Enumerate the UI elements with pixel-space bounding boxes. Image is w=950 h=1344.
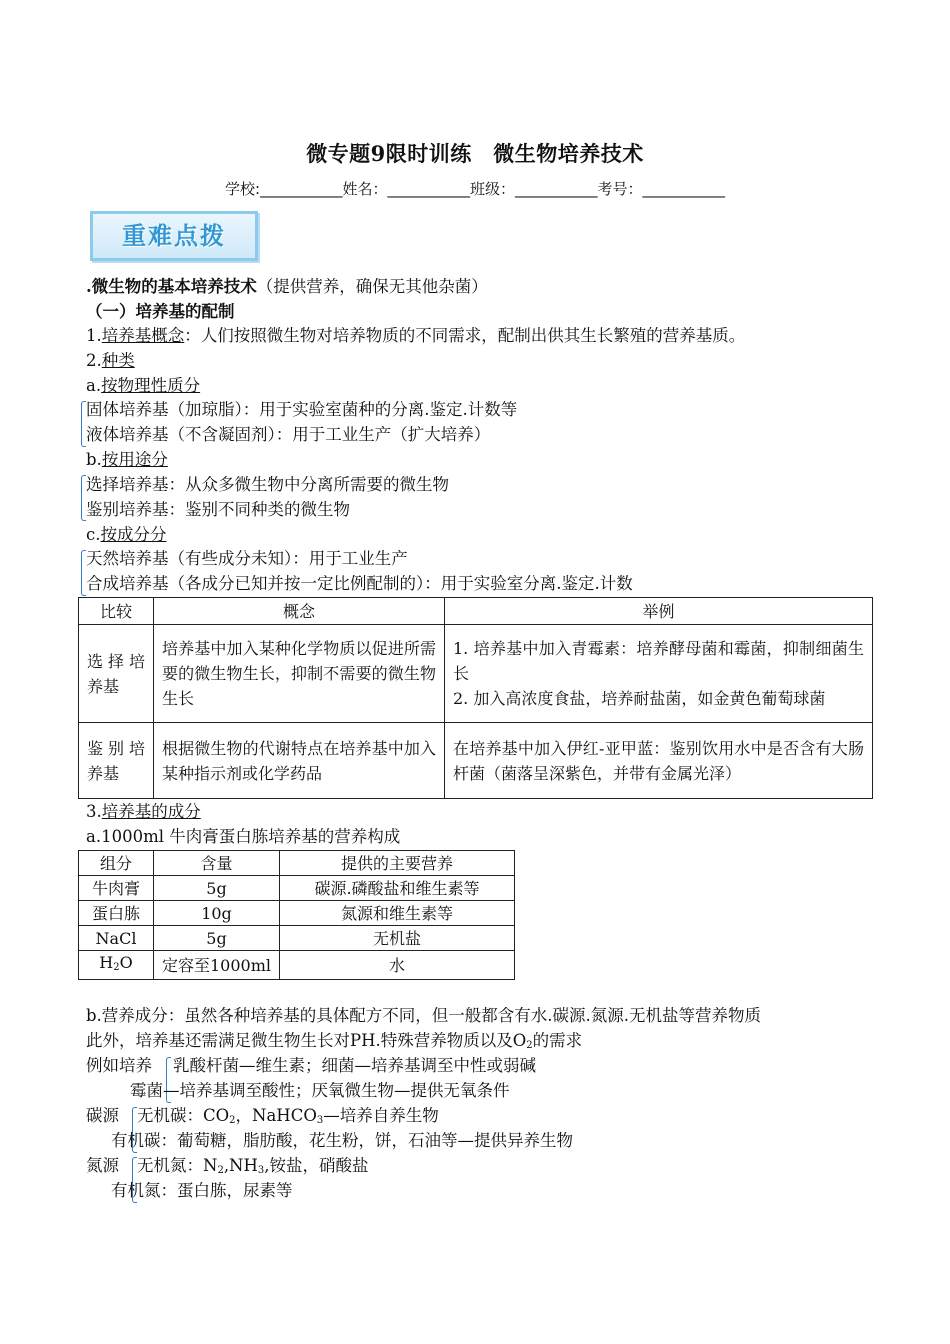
item-1-line: 1.培养基概念：人们按照微生物对培养物质的不同需求，配制出供其生长繁殖的营养基质。	[86, 326, 746, 345]
item-3-line: 3.培养基的成分	[86, 802, 201, 821]
table-cell: 定容至1000ml	[154, 951, 280, 980]
table-row	[79, 625, 873, 723]
table-header-cell: 含量	[154, 851, 280, 876]
table-row	[79, 901, 515, 926]
item-a-line-2: 液体培养基（不含凝固剂）：用于工业生产（扩大培养）	[86, 425, 491, 444]
item-b-line-1: 选择培养基：从众多微生物中分离所需要的微生物	[86, 475, 449, 494]
table-cell: 氮源和维生素等	[280, 901, 515, 926]
table-cell: 1. 培养基中加入青霉素：培养酵母菌和霉菌，抑制细菌生长 2. 加入高浓度食盐，培养耐盐菌，如金黄色葡萄球菌	[445, 625, 873, 723]
item-b-line-2: 鉴别培养基：鉴别不同种类的微生物	[86, 500, 350, 519]
table-cell: 鉴别培养基	[79, 723, 154, 799]
table-header-cell: 举例	[445, 598, 873, 625]
table-cell: 5g	[154, 926, 280, 951]
table-cell: 牛肉膏	[79, 876, 154, 901]
table-header-cell: 比较	[79, 598, 154, 625]
item-2-line: 2.种类	[86, 351, 135, 370]
nitrogen-line-1: 无机氮：$N_2,NH_3$,铵盐，硝酸盐	[137, 1156, 369, 1176]
table-header-row	[79, 598, 873, 625]
table-cell: 5g	[154, 876, 280, 901]
table-cell: 蛋白胨	[79, 901, 154, 926]
table-header-cell: 提供的主要营养	[280, 851, 515, 876]
table-cell: $H_2O$	[79, 951, 154, 980]
item-a-line-1: 固体培养基（加琼脂）：用于实验室菌种的分离.鉴定.计数等	[86, 400, 518, 419]
nitrogen-label: 氮源	[86, 1156, 119, 1175]
table-row	[79, 926, 515, 951]
nutrient-table	[78, 850, 515, 980]
example-line-1: 乳酸杆菌—维生素；细菌—培养基调至中性或弱碱	[173, 1056, 536, 1075]
subsection-heading: （一）培养基的配制	[86, 302, 235, 321]
item-b-heading: b.按用途分	[86, 450, 168, 469]
comparison-table	[78, 597, 873, 799]
nitrogen-line-2: 有机氮：蛋白胨，尿素等	[111, 1181, 293, 1200]
table-cell: 培养基中加入某种化学物质以促进所需要的微生物生长，抑制不需要的微生物生长	[154, 625, 445, 723]
section-heading-line: .微生物的基本培养技术（提供营养，确保无其他杂菌）	[86, 277, 488, 296]
carbon-line-1: 无机碳：$CO_2$，NaHCO$_3$—培养自养生物	[137, 1106, 439, 1126]
table-header-row	[79, 851, 515, 876]
item-c-line-1: 天然培养基（有些成分未知）：用于工业生产	[86, 549, 408, 568]
example-line-2: 霉菌—培养基调至酸性；厌氧微生物—提供无氧条件	[130, 1081, 510, 1100]
table-cell: 选择培养基	[79, 625, 154, 723]
carbon-label: 碳源	[86, 1106, 119, 1125]
item-3b-line-2: 此外，培养基还需满足微生物生长对PH.特殊营养物质以及$O_2$的需求	[86, 1031, 583, 1051]
page-title: 微专题9限时训练 微生物培养技术	[306, 141, 644, 166]
table-cell: 在培养基中加入伊红-亚甲蓝：鉴别饮用水中是否含有大肠杆菌（菌落呈深紫色，并带有金属光泽）	[445, 723, 873, 799]
table-cell: 根据微生物的代谢特点在培养基中加入某种指示剂或化学药品	[154, 723, 445, 799]
table-cell: 10g	[154, 901, 280, 926]
item-3a-line: a.1000ml 牛肉膏蛋白胨培养基的营养构成	[86, 827, 401, 846]
table-cell: 碳源.磷酸盐和维生素等	[280, 876, 515, 901]
item-a-heading: a.按物理性质分	[86, 376, 201, 395]
item-c-line-2: 合成培养基（各成分已知并按一定比例配制的）：用于实验室分离.鉴定.计数	[86, 574, 633, 593]
table-cell: 水	[280, 951, 515, 980]
table-row	[79, 723, 873, 799]
item-3b-line-1: b.营养成分：虽然各种培养基的具体配方不同，但一般都含有水.碳源.氮源.无机盐等营养物质	[86, 1006, 762, 1025]
table-header-cell: 概念	[154, 598, 445, 625]
item-c-heading: c.按成分分	[86, 525, 167, 544]
key-points-badge	[90, 211, 258, 261]
table-cell: NaCl	[79, 926, 154, 951]
student-info-line: 学校:___________姓名：___________班级：___________考号：___________	[224, 180, 726, 198]
badge-label: 重难点拨	[122, 222, 226, 250]
table-row	[79, 951, 515, 980]
table-row	[79, 876, 515, 901]
table-header-cell: 组分	[79, 851, 154, 876]
table-cell: 无机盐	[280, 926, 515, 951]
carbon-line-2: 有机碳：葡萄糖，脂肪酸，花生粉，饼，石油等—提供异养生物	[111, 1131, 573, 1150]
example-label: 例如培养	[86, 1056, 152, 1075]
